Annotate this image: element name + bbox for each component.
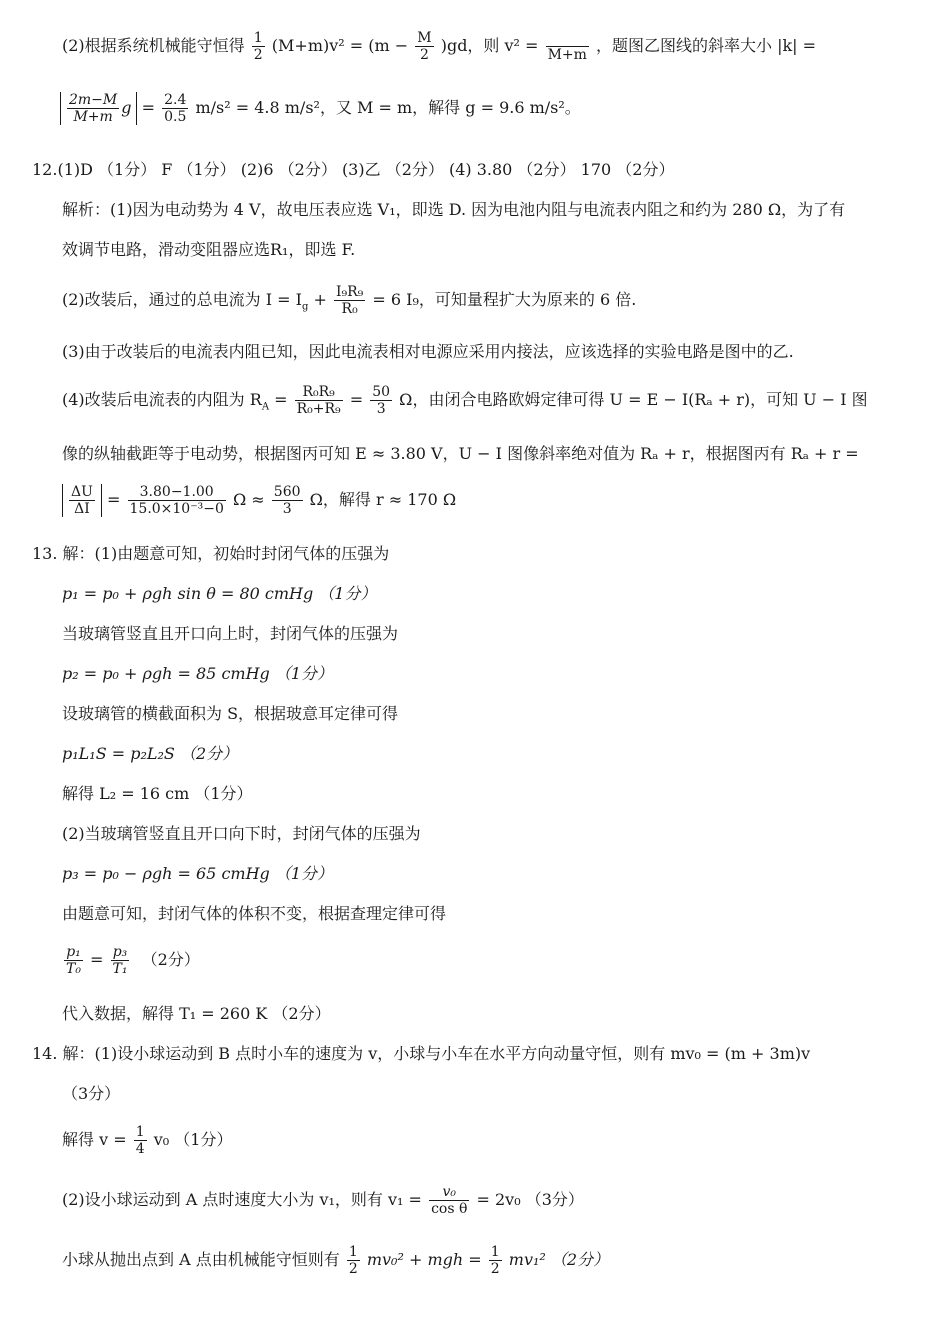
q13-T1: 代入数据，解得 T₁ = 260 K （2分） <box>62 1004 331 1023</box>
q13-text-2: 当玻璃管竖直且开口向上时，封闭气体的压强为 <box>62 624 399 643</box>
q13-boyle: p₁L₁S = p₂L₂S （2分） <box>62 744 239 763</box>
line-q11-slope: $\frac{2m-M}{M+m}$ g = $\frac{2.4}{0.5}$ m/s² = 4.8 m/s²，又 M = m，解得 g = 9.6 m/s²。 <box>60 92 581 125</box>
line-q11-2-cut: (2)根据系统机械能守恒得 $\frac{1}{2}$ (M+m)v² = (m − $\frac{M}{2}$ )gd，则 v² = M+m ，题图乙图线的斜率大小 |k| = <box>62 30 817 64</box>
q12-analysis-2: (2)改装后，通过的总电流为 $I = I_g$ + $\frac{\text{I₉R₉}}{\text{R₀}}$ = 6 I₉，可知量程扩大为原来的 6 倍. <box>62 284 637 318</box>
q12-answers: 12.(1)D （1分） F （1分） (2)6 （2分） (3)乙 （2分） (4) 3.80 （2分） 170 （2分） <box>32 160 675 179</box>
q12-analysis-5: $\frac{\Delta U}{\Delta I}$ = $\frac{3.80-1.00}{\text{15.0×10⁻³−0}}$ Ω ≈ $\frac{560}{3}$ Ω，解得 r ≈ 170 Ω <box>62 484 456 517</box>
q13-part2: (2)当玻璃管竖直且开口向下时，封闭气体的压强为 <box>62 824 421 843</box>
q14-intro: 14. 解：(1)设小球运动到 B 点时小车的速度为 v，小球与小车在水平方向动量守恒，则有 mv₀ = (m + 3m)v <box>32 1044 811 1063</box>
fraction: M+m <box>546 30 589 63</box>
absolute-value: $\frac{2m-M}{M+m}$ g <box>60 92 137 125</box>
q13-L2: 解得 L₂ = 16 cm （1分） <box>62 784 253 803</box>
q14-energy: 小球从抛出点到 A 点由机械能守恒则有 $\frac{1}{2}$ mv₀² + mgh = $\frac{1}{2}$ mv₁² （2分） <box>62 1244 610 1278</box>
q12-analysis-1: 解析：(1)因为电动势为 4 V，故电压表应选 V₁，即选 D. 因为电池内阻与电流表内阻之和约为 280 Ω，为了有 <box>62 200 846 219</box>
q13-intro: 13. 解：(1)由题意可知，初始时封闭气体的压强为 <box>32 544 390 563</box>
q13-text-3: 设玻璃管的横截面积为 S，根据玻意耳定律可得 <box>62 704 399 723</box>
q13-p1: p₁ = p₀ + ρgh sin θ = 80 cmHg （1分） <box>62 584 377 603</box>
q14-v1: (2)设小球运动到 A 点时速度大小为 v₁，则有 v₁ = $\frac{\text{v₀}}{\text{cos θ}}$ = 2v₀ （3分） <box>62 1184 584 1218</box>
q13-charles: $\frac{\text{p₁}}{\text{T₀}}$ = $\frac{\text{p₃}}{\text{T₁}}$ （2分） <box>66 944 200 978</box>
q12-analysis-3: (3)由于改装后的电流表内阻已知，因此电流表相对电源应采用内接法，应该选择的实验电路是图中的乙. <box>62 342 794 361</box>
q13-p2: p₂ = p₀ + ρgh = 85 cmHg （1分） <box>62 664 334 683</box>
q13-text-4: 由题意可知，封闭气体的体积不变，根据查理定律可得 <box>62 904 447 923</box>
q13-p3: p₃ = p₀ − ρgh = 65 cmHg （1分） <box>62 864 334 883</box>
fraction: $\frac{1}{2}$ <box>253 30 263 64</box>
q12-analysis-4: (4)改装后电流表的内阻为 $R_A$ = $\frac{\text{R₀R₉}}{\text{R₀+R₉}}$ = $\frac{50}{3}$ Ω，由闭合电路欧姆定律可得 U = E − I(Rₐ + r)，可知 U − I 图 <box>62 384 868 418</box>
fraction: $\frac{M}{2}$ <box>417 30 432 64</box>
q12-analysis-4c: 像的纵轴截距等于电动势，根据图丙可知 E ≈ 3.80 V，U − I 图像斜率绝对值为 Rₐ + r，根据图丙有 Rₐ + r = <box>62 444 859 463</box>
q14-score-1: （3分） <box>62 1084 121 1103</box>
q12-analysis-1b: 效调节电路，滑动变阻器应选R₁，即选 F. <box>62 240 356 259</box>
q14-v: 解得 v = $\frac{1}{4}$ v₀ （1分） <box>62 1124 233 1158</box>
